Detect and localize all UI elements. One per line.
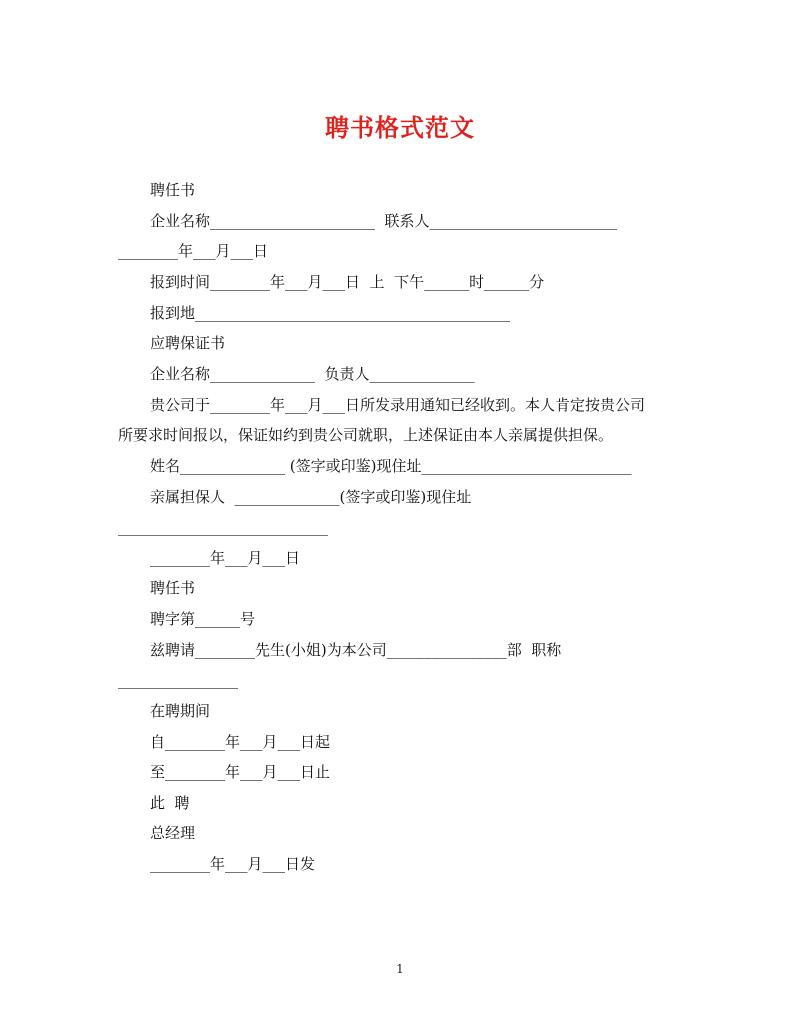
line-hereby: 此 聘 [150,794,190,812]
document-title: 聘书格式范文 [325,113,475,142]
line-date-2: ________年___月___日 [150,549,301,567]
line-guarantor-address: ____________________________ [118,518,328,536]
line-company-contact: 企业名称______________________ 联系人_________________________ [150,212,618,230]
line-employment-period: 在聘期间 [150,702,211,720]
page-number: 1 [396,962,404,976]
paragraph-guarantee-1: 贵公司于________年___月___日所发录用通知已经收到。本人肯定按贵公司 [150,396,646,414]
heading-guarantee: 应聘保证书 [150,334,226,352]
line-report-time: 报到时间________年___月___日 上 下午______时______分 [150,273,545,291]
line-letter-number: 聘字第______号 [150,610,256,628]
line-start-date: 自________年___月___日起 [150,733,331,751]
heading-appointment-letter-2: 聘任书 [150,579,196,597]
line-name-address: 姓名______________ (签字或印鉴)现住址____________________________ [150,457,632,475]
heading-appointment-letter: 聘任书 [150,181,196,199]
line-title-blank: ________________ [118,671,238,689]
line-guarantor: 亲属担保人 ______________(签字或印鉴)现住址 [150,488,472,506]
line-general-manager: 总经理 [150,824,196,842]
line-report-place: 报到地__________________________________________ [150,304,511,322]
line-date: ________年___月___日 [118,242,269,260]
paragraph-guarantee-2: 所要求时间报以，保证如约到贵公司就职，上述保证由本人亲属提供担保。 [118,426,614,444]
line-company-manager: 企业名称______________ 负责人______________ [150,365,475,383]
line-hire-statement: 兹聘请________先生(小姐)为本公司________________部 职称 [150,641,562,659]
line-issue-date: ________年___月___日发 [150,855,316,873]
line-end-date: 至________年___月___日止 [150,763,331,781]
